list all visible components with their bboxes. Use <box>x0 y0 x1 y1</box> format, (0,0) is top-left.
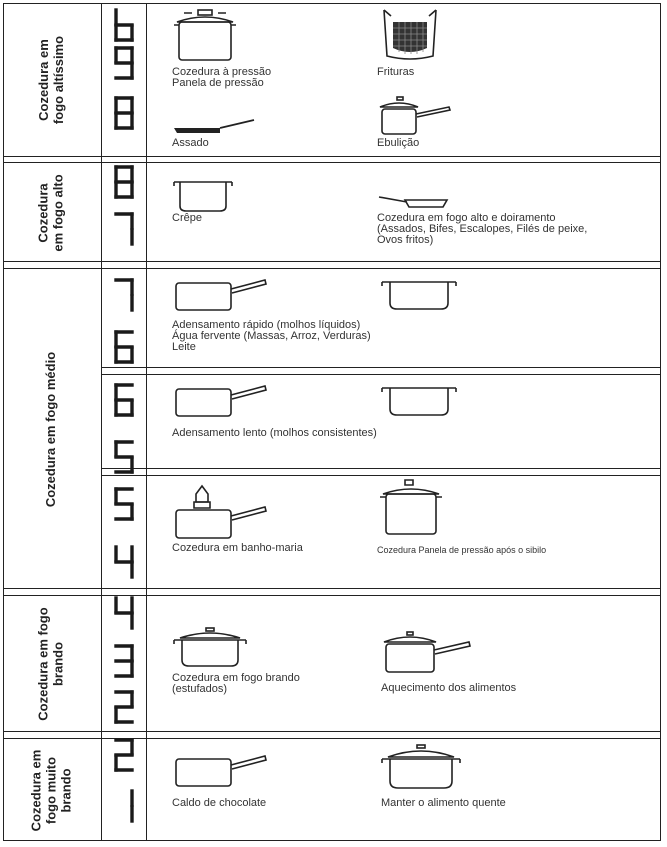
lidded-casserole-icon <box>380 743 462 791</box>
section-title-low: Cozedura em fogo brando <box>36 606 66 721</box>
lidded-saucepan-icon <box>377 96 453 136</box>
grill-pan-icon <box>172 116 256 138</box>
double-boiler-icon <box>172 484 268 540</box>
section-title-high: Cozedura em fogo alto <box>36 173 66 252</box>
level-digit-2 <box>112 738 136 772</box>
level-digit-6 <box>112 383 136 417</box>
label-boiling: Ebulição <box>377 137 420 149</box>
pressure-cooker-icon <box>172 6 238 64</box>
level-digit-8 <box>112 165 136 199</box>
level-digit-4 <box>112 596 136 630</box>
casserole-icon <box>380 384 458 418</box>
label-crepe: Crêpe <box>172 212 202 224</box>
level-digit-5 <box>112 440 136 474</box>
frying-pan-icon <box>377 195 449 209</box>
saucepan-icon <box>172 752 268 788</box>
label-frying: Frituras <box>377 66 415 78</box>
label-bain-marie: Cozedura em banho-maria <box>172 542 303 554</box>
saucepan-icon <box>172 382 268 418</box>
level-digit-b <box>112 8 136 42</box>
level-digit-9 <box>112 46 136 80</box>
pressure-cooker-icon <box>378 478 444 538</box>
fryer-basket-icon <box>381 8 439 62</box>
label-keep-warm: Manter o alimento quente <box>381 797 506 809</box>
cooking-levels-table <box>3 3 661 841</box>
label-low-stew: Cozedura em fogo brando (estufados) <box>172 672 300 695</box>
level-digit-5 <box>112 487 136 521</box>
level-digit-8 <box>112 96 136 130</box>
saucepan-icon <box>172 276 268 312</box>
section-title-very-low: Cozedura em fogo muito brando <box>28 749 74 831</box>
label-pressure: Cozedura à pressão Panela de pressão <box>172 66 272 89</box>
section-title-medium: Cozedura em fogo médio <box>43 351 59 507</box>
level-digit-6 <box>112 330 136 364</box>
level-digit-3 <box>112 644 136 678</box>
label-reheat: Aquecimento dos alimentos <box>381 682 517 694</box>
lidded-saucepan-icon <box>381 630 473 674</box>
label-high-browning: Cozedura em fogo alto e doiramento (Assados, Bifes, Escalopes, Filés de peixe, Ovos fritos) <box>377 212 588 246</box>
label-roast: Assado <box>172 137 209 149</box>
lidded-casserole-icon <box>172 626 248 670</box>
casserole-icon <box>172 178 234 214</box>
label-chocolate: Caldo de chocolate <box>172 797 267 809</box>
label-fast-thicken: Adensamento rápido (molhos líquidos) Água fervente (Massas, Arroz, Verduras) Leite <box>172 319 371 353</box>
label-pressure-after: Cozedura Panela de pressão após o sibilo <box>377 545 547 555</box>
level-digit-2 <box>112 690 136 724</box>
label-slow-thicken: Adensamento lento (molhos consistentes) <box>172 427 377 439</box>
level-digit-1 <box>112 789 136 823</box>
casserole-icon <box>380 278 458 312</box>
level-digit-4 <box>112 545 136 579</box>
level-digit-7 <box>112 278 136 312</box>
section-title-very-high: Cozedura em fogo altíssimo <box>36 35 66 125</box>
level-digit-7 <box>112 212 136 246</box>
